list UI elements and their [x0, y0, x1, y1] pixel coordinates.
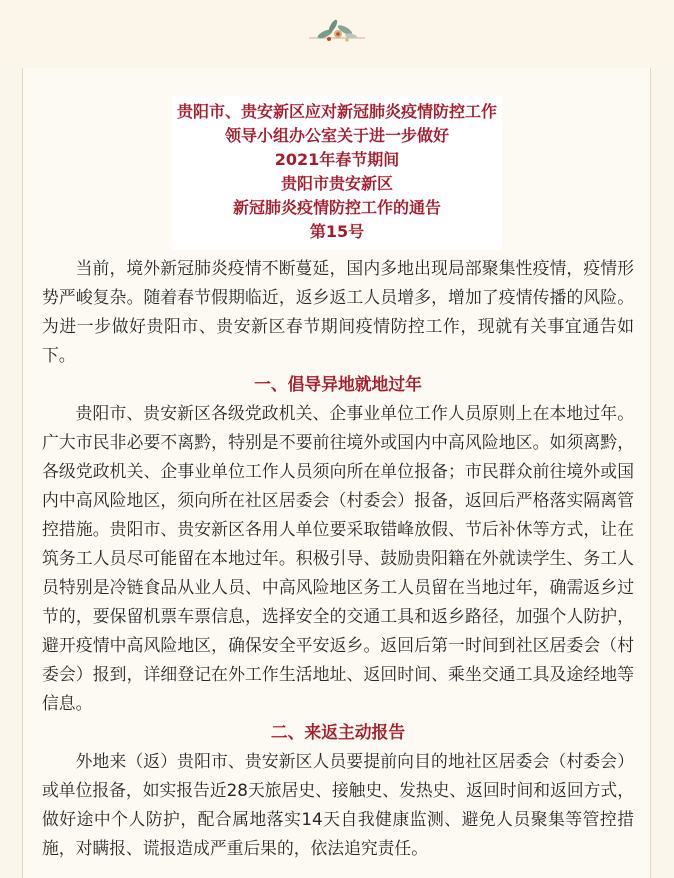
header-band	[0, 0, 674, 56]
title-line: 新冠肺炎疫情防控工作的通告	[232, 198, 441, 217]
title-line: 2021年春节期间	[274, 150, 400, 169]
notice-number: 第15号	[309, 222, 365, 241]
title-line: 贵阳市、贵安新区应对新冠肺炎疫情防控工作	[176, 102, 497, 121]
article-body	[42, 254, 634, 863]
notice-title	[172, 96, 502, 250]
title-line: 贵阳市贵安新区	[280, 174, 393, 193]
title-line: 领导小组办公室关于进一步做好	[224, 126, 449, 145]
intro-paragraph: 当前，境外新冠肺炎疫情不断蔓延，国内多地出现局部聚集性疫情，疫情形势严峻复杂。随着春节假期临近，返乡返工人员增多，增加了疫情传播的风险。为进一步做好贵阳市、贵安新区春节期间疫情防控工作，现就有关事宜通告如下。	[42, 258, 634, 365]
section-heading-2: 二、来返主动报告	[270, 722, 406, 742]
section-heading-1: 一、倡导异地就地过年	[254, 374, 422, 394]
section-body-2: 外地来（返）贵阳市、贵安新区人员要提前向目的地社区居委会（村委会）或单位报备，如实报告近28天旅居史、接触史、发热史、返回时间和返回方式，做好途中个人防护，配合属地落实14天自我健康监测、避免人员聚集等管控措施，对瞒报、谎报造成严重后果的，依法追究责任。	[42, 751, 634, 858]
floral-sprig-icon	[305, 12, 369, 48]
section-body-1: 贵阳市、贵安新区各级党政机关、企事业单位工作人员原则上在本地过年。广大市民非必要不离黔，特别是不要前往境外或国内中高风险地区。如须离黔，各级党政机关、企事业单位工作人员须向所在单位报备；市民群众前往境外或国内中高风险地区，须向所在社区居委会（村委会）报备，返回后严格落实隔离管控措施。贵阳市、贵安新区各用人单位要采取错峰放假、节后补休等方式，让在筑务工人员尽可能留在本地过年。积极引导、鼓励贵阳籍在外就读学生、务工人员特别是冷链食品从业人员、中高风险地区务工人员留在当地过年，确需返乡过节的，要保留机票车票信息，选择安全的交通工具和返乡路径，加强个人防护，避开疫情中高风险地区，确保安全平安返乡。返回后第一时间到社区居委会（村委会）报到，详细登记在外工作生活地址、返回时间、乘坐交通工具及途经地等信息。	[42, 403, 634, 713]
